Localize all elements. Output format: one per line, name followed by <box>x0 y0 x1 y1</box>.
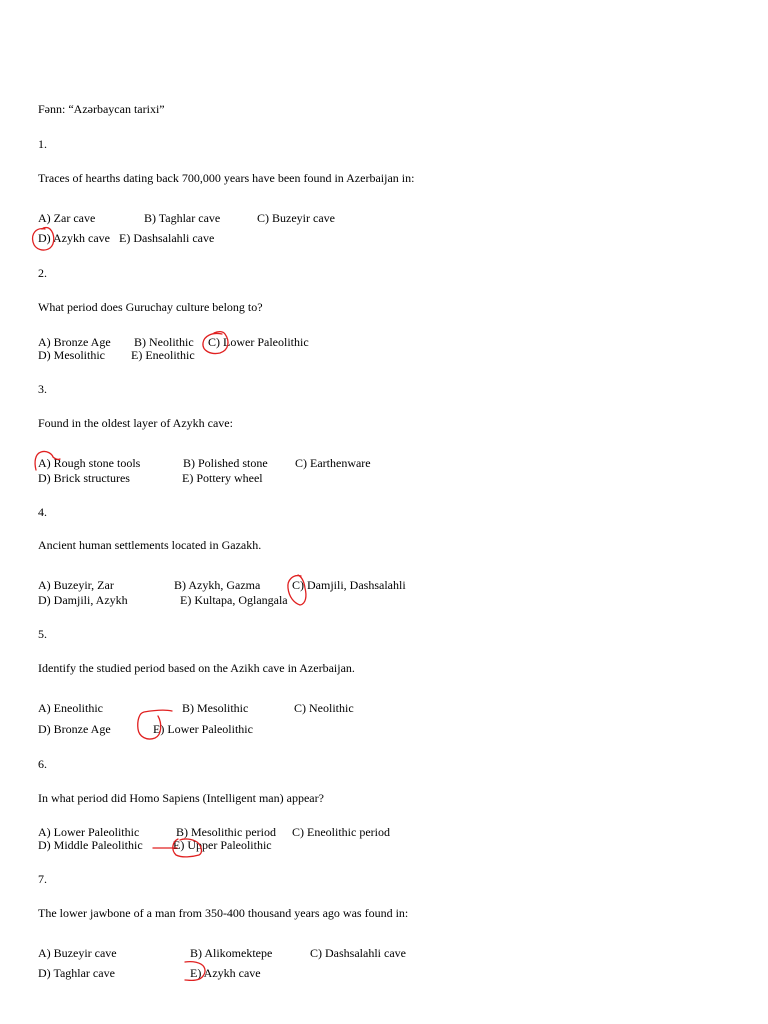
question-3-option-a[interactable]: A) Rough stone tools <box>38 456 141 470</box>
question-5-number: 5. <box>38 627 47 641</box>
question-3-option-d[interactable]: D) Brick structures <box>38 471 130 485</box>
subject-header: Fənn: “Azərbaycan tarixi” <box>38 102 165 116</box>
question-3-option-e[interactable]: E) Pottery wheel <box>182 471 263 485</box>
question-5-text: Identify the studied period based on the Azikh cave in Azerbaijan. <box>38 661 355 675</box>
question-5-option-b[interactable]: B) Mesolithic <box>182 701 249 715</box>
question-1-number: 1. <box>38 137 47 151</box>
question-7-option-b[interactable]: B) Alikomektepe <box>190 946 273 960</box>
question-1-option-e[interactable]: E) Dashsalahli cave <box>119 231 215 245</box>
question-2-option-c[interactable]: C) Lower Paleolithic <box>208 335 309 349</box>
question-7-option-e[interactable]: E) Azykh cave <box>190 966 261 980</box>
question-6-option-b[interactable]: B) Mesolithic period <box>176 825 276 839</box>
question-6-option-e[interactable]: E) Upper Paleolithic <box>173 838 272 852</box>
question-4-number: 4. <box>38 505 47 519</box>
question-6-option-a[interactable]: A) Lower Paleolithic <box>38 825 140 839</box>
question-7-option-c[interactable]: C) Dashsalahli cave <box>310 946 406 960</box>
question-5-option-c[interactable]: C) Neolithic <box>294 701 354 715</box>
question-3-option-b[interactable]: B) Polished stone <box>183 456 268 470</box>
question-4-option-d[interactable]: D) Damjili, Azykh <box>38 593 128 607</box>
question-3-number: 3. <box>38 382 47 396</box>
question-1-option-c[interactable]: C) Buzeyir cave <box>257 211 335 225</box>
question-6-number: 6. <box>38 757 47 771</box>
question-2-option-d[interactable]: D) Mesolithic <box>38 348 105 362</box>
question-1-option-a[interactable]: A) Zar cave <box>38 211 96 225</box>
question-1-text: Traces of hearths dating back 700,000 years have been found in Azerbaijan in: <box>38 171 415 185</box>
question-7-option-d[interactable]: D) Taghlar cave <box>38 966 115 980</box>
question-2-option-e[interactable]: E) Eneolithic <box>131 348 195 362</box>
question-5-option-d[interactable]: D) Bronze Age <box>38 722 111 736</box>
question-1-option-d[interactable]: D) Azykh cave <box>38 231 110 245</box>
question-6-option-c[interactable]: C) Eneolithic period <box>292 825 390 839</box>
question-5-option-a[interactable]: A) Eneolithic <box>38 701 103 715</box>
question-2-text: What period does Guruchay culture belong to? <box>38 300 263 314</box>
question-4-text: Ancient human settlements located in Gazakh. <box>38 538 262 552</box>
question-7-option-a[interactable]: A) Buzeyir cave <box>38 946 117 960</box>
question-7-text: The lower jawbone of a man from 350-400 thousand years ago was found in: <box>38 906 409 920</box>
question-7-number: 7. <box>38 872 47 886</box>
question-3-text: Found in the oldest layer of Azykh cave: <box>38 416 233 430</box>
question-4-option-c[interactable]: C) Damjili, Dashsalahli <box>292 578 406 592</box>
question-4-option-a[interactable]: A) Buzeyir, Zar <box>38 578 114 592</box>
question-3-option-c[interactable]: C) Earthenware <box>295 456 371 470</box>
question-2-option-b[interactable]: B) Neolithic <box>134 335 194 349</box>
question-6-option-d[interactable]: D) Middle Paleolithic <box>38 838 143 852</box>
question-2-option-a[interactable]: A) Bronze Age <box>38 335 111 349</box>
question-2-number: 2. <box>38 266 47 280</box>
question-5-option-e[interactable]: E) Lower Paleolithic <box>153 722 253 736</box>
question-4-option-b[interactable]: B) Azykh, Gazma <box>174 578 261 592</box>
question-4-option-e[interactable]: E) Kultapa, Oglangala <box>180 593 288 607</box>
question-6-text: In what period did Homo Sapiens (Intelligent man) appear? <box>38 791 324 805</box>
question-1-option-b[interactable]: B) Taghlar cave <box>144 211 221 225</box>
